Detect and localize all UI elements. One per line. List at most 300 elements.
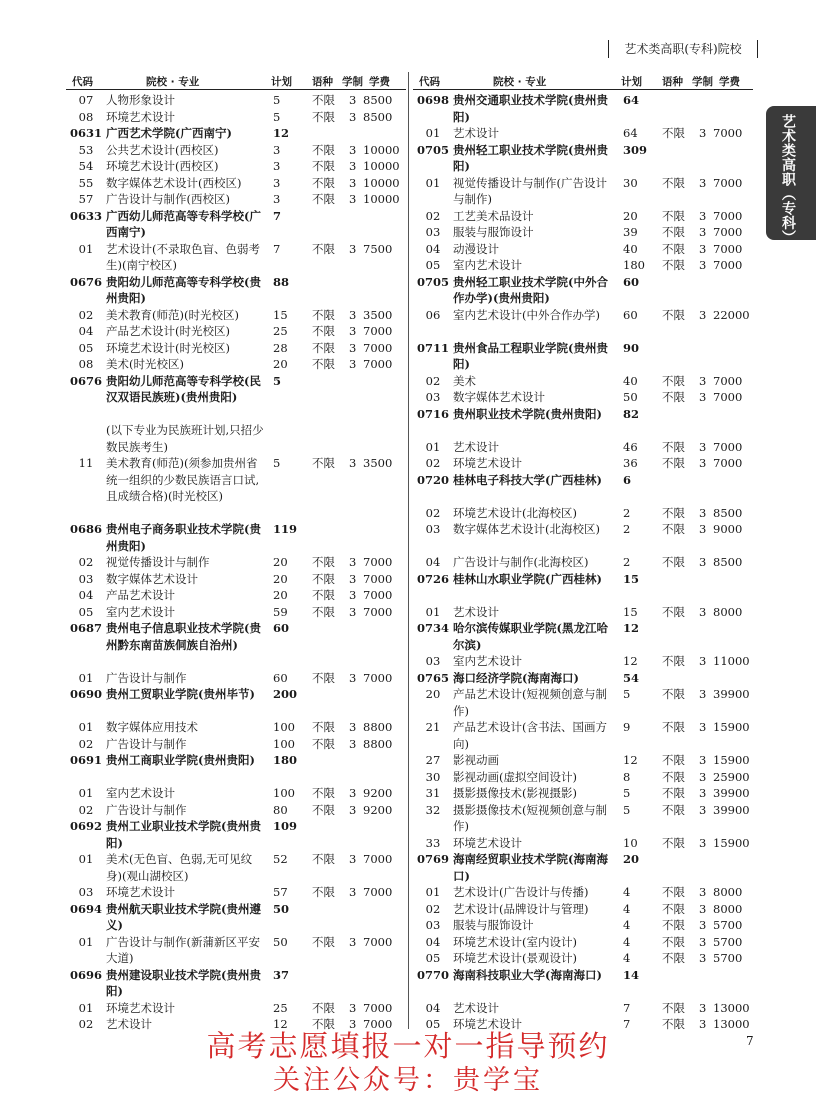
- major-row: [413, 208, 753, 225]
- cell-years: 3: [699, 456, 707, 470]
- cell-years: 3: [699, 390, 707, 404]
- cell-lang: 不限: [662, 769, 685, 784]
- cell-years: 3: [699, 1017, 707, 1031]
- cell-years: 3: [349, 802, 357, 817]
- cell-lang: 不限: [662, 373, 685, 388]
- major-row: [66, 455, 406, 521]
- school-row: [66, 752, 406, 785]
- cell-code: 01: [425, 885, 441, 899]
- cell-name: 贵州电子信息职业技术学院(贵州黔东南苗族侗族自治州): [106, 621, 261, 652]
- cell-fee: 7500: [363, 241, 393, 256]
- cell-years: 3: [349, 588, 357, 602]
- cell-lang: 不限: [662, 885, 685, 899]
- major-row: [66, 785, 406, 802]
- cell-lang: 不限: [662, 208, 685, 223]
- cell-years: 3: [699, 126, 707, 140]
- cell-name: 数字媒体艺术设计: [453, 390, 545, 404]
- cell-code: 06: [425, 307, 441, 322]
- major-row: [413, 802, 753, 835]
- major-row: [66, 92, 406, 109]
- cell-code: 33: [425, 835, 441, 850]
- cell-plan: 309: [623, 142, 648, 157]
- cell-name: 艺术设计: [453, 604, 499, 619]
- school-row: [413, 851, 753, 884]
- cell-code: 0716: [416, 406, 449, 421]
- cell-years: 3: [699, 307, 707, 322]
- cell-years: 3: [349, 571, 357, 586]
- cell-name: 环境艺术设计: [106, 109, 175, 124]
- cell-fee: 7000: [713, 373, 743, 388]
- cell-fee: 7000: [363, 555, 393, 569]
- cell-years: 3: [699, 934, 707, 949]
- major-row: [66, 604, 406, 621]
- cell-fee: 7000: [713, 258, 743, 272]
- major-row: [413, 950, 753, 967]
- cell-name: 广告设计与制作(新蒲新区平安大道): [106, 934, 260, 965]
- cell-fee: 7000: [713, 439, 743, 454]
- cell-code: 03: [425, 522, 441, 536]
- cell-plan: 15: [623, 571, 640, 586]
- cell-years: 3: [349, 670, 357, 685]
- cell-lang: 不限: [312, 357, 335, 371]
- cell-code: 01: [425, 439, 441, 454]
- cell-name: 广告设计与制作(西校区): [106, 192, 230, 206]
- cell-fee: 3500: [363, 456, 393, 470]
- cell-plan: 80: [273, 802, 288, 817]
- header-code: 代码: [72, 76, 93, 88]
- major-row: [413, 521, 753, 554]
- cell-code: 0676: [69, 274, 102, 289]
- cell-plan: 20: [273, 357, 288, 371]
- cell-name: 产品艺术设计(短视频创意与制作): [453, 687, 607, 718]
- cell-lang: 不限: [312, 324, 335, 338]
- cell-code: 08: [78, 109, 94, 124]
- cell-name: 数字媒体应用技术: [106, 720, 198, 734]
- major-row: [413, 175, 753, 208]
- cell-fee: 7000: [363, 852, 393, 866]
- cell-name: 影视动画: [453, 753, 499, 767]
- cell-name: 环境艺术设计: [106, 1000, 175, 1015]
- cell-lang: 不限: [662, 307, 685, 322]
- cell-fee: 8800: [363, 720, 393, 734]
- cell-plan: 54: [623, 670, 640, 685]
- header-rule: [413, 89, 753, 90]
- cell-name: 贵州建设职业技术学院(贵州贵阳): [106, 967, 261, 998]
- cell-name: 环境艺术设计(景观设计): [453, 951, 577, 965]
- cell-plan: 60: [273, 670, 288, 685]
- cell-plan: 180: [273, 753, 298, 767]
- header-rule: [66, 89, 406, 90]
- cell-fee: 7000: [363, 1000, 393, 1015]
- cell-years: 3: [349, 720, 357, 734]
- cell-fee: 39900: [713, 802, 750, 817]
- header-bar-right: [757, 40, 758, 58]
- cell-plan: 5: [623, 802, 631, 817]
- cell-plan: 5: [623, 786, 631, 800]
- cell-name: 海南科技职业大学(海南海口): [453, 967, 602, 982]
- cell-name: 公共艺术设计(西校区): [106, 142, 219, 157]
- cell-name: 艺术设计(不录取色盲、色弱考生)(南宁校区): [106, 241, 260, 272]
- cell-years: 3: [699, 522, 707, 536]
- cell-name: 数字媒体艺术设计: [106, 571, 198, 586]
- cell-fee: 10000: [363, 142, 400, 157]
- header-plan: 计划: [621, 76, 642, 88]
- cell-fee: 9200: [363, 802, 393, 817]
- cell-name: 美术(时光校区): [106, 357, 184, 371]
- cell-plan: 82: [623, 406, 640, 421]
- cell-plan: 12: [623, 654, 638, 668]
- cell-plan: 57: [273, 885, 288, 899]
- cell-fee: 8500: [363, 93, 393, 107]
- cell-name: 海南经贸职业技术学院(海南海口): [453, 852, 608, 883]
- cell-lang: 不限: [662, 1017, 685, 1031]
- major-row: [413, 307, 753, 340]
- cell-lang: 不限: [312, 802, 335, 817]
- cell-name: 贵州工贸职业学院(贵州毕节): [106, 687, 255, 701]
- cell-plan: 8: [623, 769, 631, 784]
- cell-years: 3: [349, 142, 357, 157]
- school-row: [413, 406, 753, 439]
- cell-code: 05: [425, 258, 441, 272]
- cell-fee: 10000: [363, 175, 400, 190]
- cell-lang: 不限: [662, 802, 685, 817]
- cell-code: 01: [425, 604, 441, 619]
- cell-plan: 3: [273, 175, 281, 190]
- header-name: 院校 · 专业: [493, 76, 547, 88]
- cell-code: 0631: [69, 126, 102, 140]
- cell-code: 01: [78, 934, 94, 949]
- cell-plan: 46: [623, 439, 638, 454]
- cell-plan: 15: [623, 604, 638, 619]
- cell-fee: 7000: [363, 1017, 393, 1031]
- school-row: [66, 373, 406, 423]
- cell-plan: 100: [273, 720, 295, 734]
- cell-name: 哈尔滨传媒职业学院(黑龙江哈尔滨): [453, 621, 608, 652]
- cell-code: 01: [425, 126, 441, 140]
- cell-name: 贵州工业职业技术学院(贵州贵阳): [106, 819, 261, 850]
- cell-fee: 7000: [363, 588, 393, 602]
- cell-lang: 不限: [312, 588, 335, 602]
- cell-lang: 不限: [312, 852, 335, 866]
- cell-code: 05: [78, 340, 94, 355]
- cell-lang: 不限: [662, 1000, 685, 1015]
- school-row: [413, 472, 753, 505]
- major-row: [66, 241, 406, 274]
- cell-lang: 不限: [662, 241, 685, 256]
- school-row: [413, 274, 753, 307]
- cell-plan: 2: [623, 555, 631, 569]
- cell-plan: 28: [273, 340, 288, 355]
- major-row: [413, 389, 753, 406]
- cell-code: 57: [78, 192, 94, 206]
- cell-plan: 25: [273, 324, 288, 338]
- cell-plan: 3: [273, 192, 281, 206]
- cell-lang: 不限: [312, 885, 335, 899]
- cell-plan: 20: [273, 588, 288, 602]
- cell-years: 3: [349, 736, 357, 751]
- cell-code: 01: [425, 175, 441, 190]
- cell-code: 03: [425, 654, 441, 668]
- cell-code: 0769: [416, 852, 449, 866]
- major-row: [66, 356, 406, 373]
- cell-lang: 不限: [662, 390, 685, 404]
- cell-code: 11: [78, 456, 94, 470]
- cell-fee: 7000: [713, 456, 743, 470]
- major-row: [66, 802, 406, 819]
- header-fee: 学费: [719, 76, 740, 88]
- cell-plan: 36: [623, 456, 638, 470]
- cell-code: 0676: [69, 373, 102, 388]
- cell-plan: 9: [623, 720, 631, 734]
- cell-name: (以下专业为民族班计划,只招少数民族考生): [106, 423, 264, 454]
- cell-plan: 7: [623, 1017, 631, 1031]
- cell-name: 环境艺术设计: [453, 835, 522, 850]
- cell-plan: 12: [623, 621, 640, 635]
- cell-plan: 20: [273, 555, 288, 569]
- school-row: [66, 620, 406, 670]
- cell-plan: 109: [273, 819, 298, 833]
- major-row: [66, 142, 406, 159]
- cell-plan: 40: [623, 373, 638, 388]
- header-name: 院校 · 专业: [146, 76, 200, 88]
- cell-plan: 5: [273, 373, 282, 388]
- major-row: [413, 752, 753, 769]
- cell-code: 27: [425, 753, 441, 767]
- cell-years: 3: [699, 835, 707, 850]
- cell-name: 贵州电子商务职业技术学院(贵州贵阳): [106, 522, 261, 553]
- cell-plan: 90: [623, 340, 640, 355]
- cell-plan: 7: [273, 208, 282, 223]
- major-row: [66, 736, 406, 753]
- cell-fee: 7000: [713, 390, 743, 404]
- cell-lang: 不限: [662, 126, 685, 140]
- cell-code: 0770: [416, 967, 449, 982]
- cell-code: 01: [78, 1000, 94, 1015]
- column-header: [413, 72, 753, 89]
- school-row: [413, 571, 753, 604]
- cell-years: 3: [349, 456, 357, 470]
- cell-name: 贵州食品工程职业学院(贵州贵阳): [453, 340, 608, 371]
- cell-fee: 39900: [713, 786, 750, 800]
- cell-name: 艺术设计(广告设计与传播): [453, 885, 589, 899]
- cell-name: 环境艺术设计: [106, 885, 175, 899]
- cell-fee: 8000: [713, 885, 743, 899]
- cell-lang: 不限: [662, 604, 685, 619]
- cell-name: 海口经济学院(海南海口): [453, 670, 579, 685]
- cell-plan: 5: [623, 687, 631, 701]
- cell-code: 0705: [416, 142, 449, 157]
- cell-code: 03: [78, 885, 94, 899]
- cell-years: 3: [699, 258, 707, 272]
- cell-years: 3: [699, 786, 707, 800]
- cell-plan: 2: [623, 522, 631, 536]
- cell-code: 0711: [416, 340, 449, 355]
- cell-lang: 不限: [312, 786, 335, 800]
- cell-years: 3: [699, 225, 707, 239]
- cell-name: 贵阳幼儿师范高等专科学校(民汉双语民族班)(贵州贵阳): [106, 373, 261, 404]
- cell-code: 04: [425, 555, 441, 569]
- cell-years: 3: [699, 604, 707, 619]
- cell-plan: 50: [273, 934, 288, 949]
- cell-lang: 不限: [662, 654, 685, 668]
- cell-lang: 不限: [312, 175, 335, 190]
- school-row: [66, 967, 406, 1000]
- cell-code: 02: [425, 505, 441, 520]
- school-row: [66, 521, 406, 554]
- cell-code: 08: [78, 357, 94, 371]
- cell-fee: 5700: [713, 918, 743, 932]
- cell-name: 服装与服饰设计: [453, 225, 534, 239]
- cell-fee: 7000: [713, 126, 743, 140]
- cell-lang: 不限: [662, 835, 685, 850]
- cell-years: 3: [349, 604, 357, 619]
- major-row: [66, 571, 406, 588]
- page-number: 7: [746, 1034, 754, 1048]
- cell-lang: 不限: [662, 786, 685, 800]
- cell-years: 3: [699, 885, 707, 899]
- cell-fee: 15900: [713, 835, 750, 850]
- cell-plan: 60: [623, 274, 640, 289]
- cell-code: 07: [78, 93, 94, 107]
- cell-name: 艺术设计: [453, 439, 499, 454]
- school-row: [413, 670, 753, 687]
- cell-years: 3: [349, 175, 357, 190]
- cell-plan: 10: [623, 835, 638, 850]
- cell-fee: 7000: [363, 604, 393, 619]
- cell-lang: 不限: [662, 753, 685, 767]
- cell-lang: 不限: [662, 918, 685, 932]
- cell-lang: 不限: [662, 258, 685, 272]
- cell-years: 3: [699, 439, 707, 454]
- cell-years: 3: [349, 885, 357, 899]
- cell-name: 环境艺术设计: [453, 1017, 522, 1031]
- cell-code: 0696: [69, 967, 102, 982]
- cell-code: 31: [425, 786, 441, 800]
- cell-name: 产品艺术设计: [106, 588, 175, 602]
- cell-lang: 不限: [662, 456, 685, 470]
- cell-code: 0726: [416, 571, 449, 586]
- header-code: 代码: [419, 76, 440, 88]
- major-row: [66, 109, 406, 126]
- cell-code: 0686: [69, 522, 102, 536]
- cell-name: 环境艺术设计(时光校区): [106, 340, 230, 355]
- cell-plan: 5: [273, 109, 281, 124]
- header-years: 学制: [342, 76, 363, 88]
- cell-fee: 13000: [713, 1000, 750, 1015]
- cell-code: 32: [425, 802, 441, 817]
- cell-plan: 64: [623, 93, 640, 107]
- major-row: [413, 604, 753, 621]
- school-row: [413, 92, 753, 125]
- cell-name: 艺术设计: [453, 1000, 499, 1015]
- cell-name: 广西幼儿师范高等专科学校(广西南宁): [106, 208, 261, 239]
- cell-code: 02: [425, 456, 441, 470]
- major-row: [413, 257, 753, 274]
- major-row: [66, 719, 406, 736]
- cell-name: 艺术设计: [453, 126, 499, 140]
- cell-code: 0691: [69, 753, 102, 767]
- cell-years: 3: [349, 192, 357, 206]
- major-row: [66, 323, 406, 340]
- cell-years: 3: [349, 324, 357, 338]
- cell-plan: 64: [623, 126, 638, 140]
- cell-lang: 不限: [662, 901, 685, 916]
- cell-name: 影视动画(虚拟空间设计): [453, 769, 577, 784]
- cell-lang: 不限: [312, 109, 335, 124]
- cell-plan: 100: [273, 786, 295, 800]
- cell-plan: 119: [273, 522, 298, 536]
- cell-plan: 4: [623, 918, 631, 932]
- cell-years: 3: [699, 241, 707, 256]
- header-bar-left: [608, 40, 609, 58]
- major-row: [413, 934, 753, 951]
- major-row: [66, 554, 406, 571]
- cell-plan: 4: [623, 885, 631, 899]
- school-row: [66, 125, 406, 142]
- cell-plan: 20: [623, 208, 638, 223]
- cell-plan: 30: [623, 175, 638, 190]
- cell-plan: 60: [273, 621, 290, 635]
- cell-plan: 12: [273, 1017, 288, 1031]
- cell-years: 3: [349, 555, 357, 569]
- cell-code: 0734: [416, 621, 449, 635]
- cell-years: 3: [699, 373, 707, 388]
- cell-name: 贵州工商职业学院(贵州贵阳): [106, 753, 255, 767]
- cell-code: 21: [425, 720, 441, 734]
- cell-code: 0720: [416, 472, 449, 487]
- cell-plan: 5: [273, 93, 281, 107]
- cell-name: 贵州轻工职业技术学院(中外合作办学)(贵州贵阳): [453, 274, 608, 305]
- cell-code: 03: [425, 390, 441, 404]
- cell-fee: 8500: [713, 555, 743, 569]
- cell-fee: 7000: [363, 670, 393, 685]
- major-row: [66, 934, 406, 967]
- cell-lang: 不限: [312, 307, 335, 322]
- cell-years: 3: [699, 175, 707, 190]
- major-row: [413, 686, 753, 719]
- cell-name: 环境艺术设计(室内设计): [453, 934, 577, 949]
- cell-years: 3: [349, 1000, 357, 1015]
- cell-code: 55: [78, 175, 94, 190]
- cell-fee: 7000: [363, 340, 393, 355]
- cell-name: 环境艺术设计(北海校区): [453, 505, 577, 520]
- cell-name: 室内艺术设计: [106, 786, 175, 800]
- cell-years: 3: [699, 555, 707, 569]
- cell-fee: 11000: [713, 654, 750, 668]
- header-fee: 学费: [369, 76, 390, 88]
- cell-years: 3: [699, 901, 707, 916]
- cell-name: 服装与服饰设计: [453, 918, 534, 932]
- cell-name: 美术(无色盲、色弱,无可见纹身)(观山湖校区): [106, 852, 253, 883]
- cell-lang: 不限: [312, 142, 335, 157]
- right-rows: [413, 92, 753, 1033]
- major-row: [413, 505, 753, 522]
- cell-lang: 不限: [312, 159, 335, 173]
- cell-fee: 10000: [363, 192, 400, 206]
- cell-code: 04: [425, 934, 441, 949]
- major-row: [66, 191, 406, 208]
- running-header: [608, 40, 758, 58]
- major-row: [413, 835, 753, 852]
- cell-plan: 4: [623, 901, 631, 916]
- cell-years: 3: [349, 1017, 357, 1031]
- cell-plan: 100: [273, 736, 295, 751]
- watermark-line-1: 高考志愿填报一对一指导预约: [206, 1029, 610, 1063]
- major-row: [66, 1000, 406, 1017]
- cell-name: 产品艺术设计(含书法、国画方向): [453, 720, 607, 751]
- cell-fee: 15900: [713, 720, 750, 734]
- cell-lang: 不限: [312, 555, 335, 569]
